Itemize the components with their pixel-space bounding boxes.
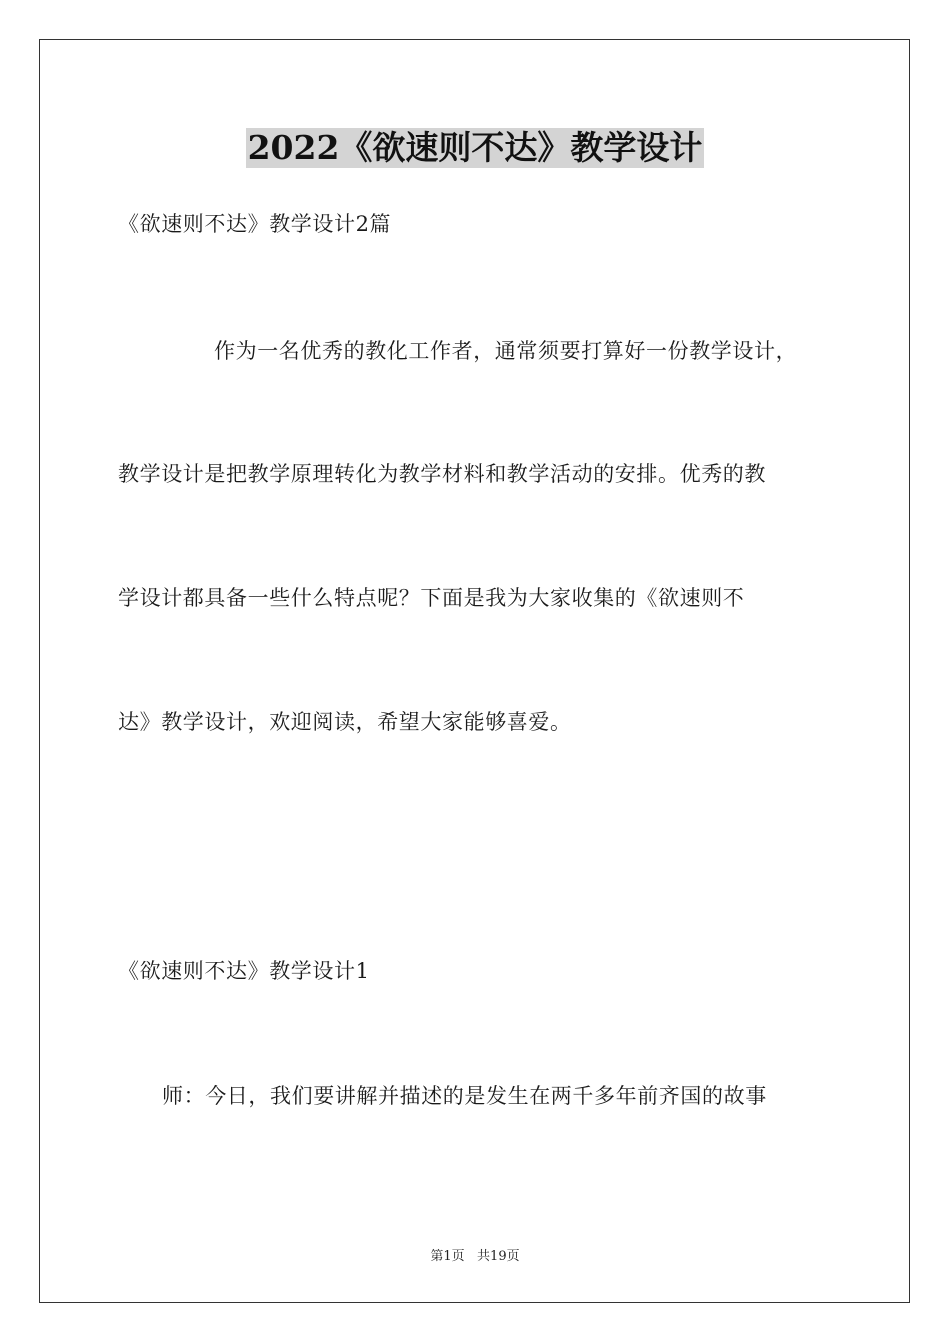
intro-line-2: 教学设计是把教学原理转化为教学材料和教学活动的安排。优秀的教: [118, 462, 766, 486]
section-heading: 《欲速则不达》教学设计1: [118, 959, 370, 983]
intro-line-4: 达》教学设计，欢迎阅读，希望大家能够喜爱。: [118, 710, 572, 734]
intro-line-1: 作为一名优秀的教化工作者，通常须要打算好一份教学设计，: [214, 339, 798, 363]
document-subtitle: 《欲速则不达》教学设计2篇: [118, 212, 392, 236]
page-number-footer: 第1页 共19页: [430, 1249, 520, 1264]
document-title: 2022《欲速则不达》教学设计: [247, 128, 703, 167]
intro-line-3: 学设计都具备一些什么特点呢？下面是我为大家收集的《欲速则不: [118, 586, 745, 610]
body-line-1: 师：今日，我们要讲解并描述的是发生在两千多年前齐国的故事: [162, 1084, 767, 1108]
title-container: [0, 128, 950, 168]
